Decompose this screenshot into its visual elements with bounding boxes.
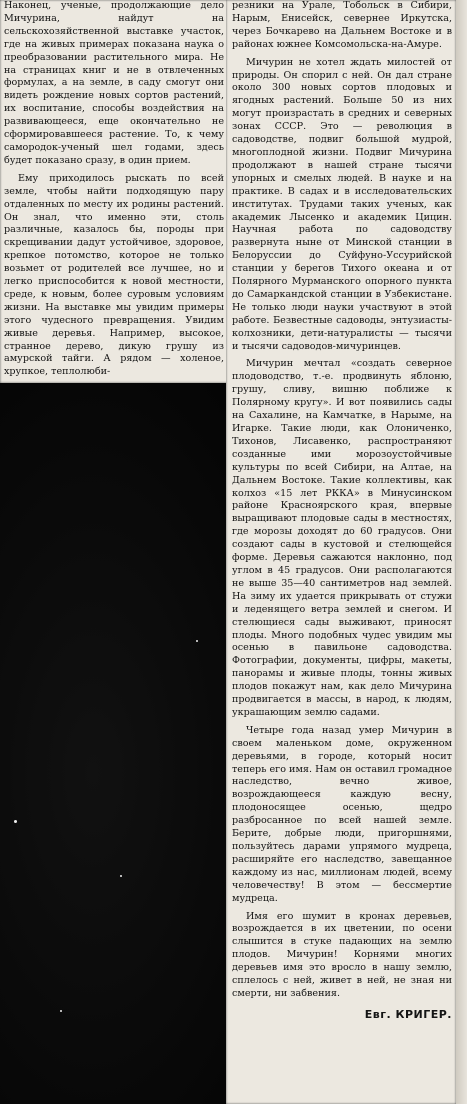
paragraph: Четыре года назад умер Мичурин в своем маленьком доме, окруженном деревьями, в городе, который носит теперь его имя. Нам он оставил громадное наследство, вечно живое, возрождающееся каждую весну, плодоносящее осенью, щедро разбросанное по всей нашей земле. Берите, добрые люди, пригоршнями, пользуйтесь дарами упрямого мудреца, расширяйте его наследство, завещанное каждому из нас, миллионам людей, всему человечеству! В этом — бессмертие мудреца.	[232, 724, 452, 904]
paragraph: Имя его шумит в кронах деревьев, возрождается в их цветении, по осени слышится в стуке падающих на землю плодов. Мичурин! Корнями многих деревьев имя это вросло в нашу землю, сплелось с ней, живет в ней, не зная ни смерти, ни забвения.	[232, 910, 452, 999]
scan-dust-speck	[60, 1010, 62, 1012]
author-byline: Евг. КРИГЕР.	[364, 1007, 452, 1021]
paragraph: резники на Урале, Тобольск в Сибири, Нарым, Енисейск, севернее Иркутска, через Бочкарево на Дальнем Востоке и в районах южнее Комсомольска-на-Амуре.	[232, 0, 452, 50]
clipping-left-column	[0, 0, 230, 383]
paragraph: Мичурин не хотел ждать милостей от природы. Он спорил с ней. Он дал стране около 300 новых сортов плодовых и ягодных растений. Больше 50 из них могут произрастать в средних и северных зонах СССР. Это — революция в садоводстве, подвиг большой мудрой, многоплодной жизни. Подвиг Мичурина продолжают в нашей стране тысячи упорных и смелых людей. В науке и на практике. В садах и в исследовательских институтах. Трудами таких ученых, как академик Лысенко и академик Цицин. Научная работа по садоводству развернута ныне от Минской станции в Белоруссии до Суйфуно-Уссурийской станции у берегов Тихого океана и от Полярного Мурманского опорного пункта до Самаркандской станции в Узбекистане. Не только люди науки участвуют в этой работе. Безвестные садоводы, энтузиасты-колхозники, дети-натуралисты — тысячи и тысячи садоводов-мичуринцев.	[232, 56, 452, 352]
scan-dust-speck	[120, 875, 122, 877]
paragraph: Наконец, ученые, продолжающие дело Мичурина, найдут на сельскохозяйственной выставке участок, где на живых примерах показана наука о преобразовании растительного мира. Не на страницах книг и не в отвлеченных формулах, а на земле, в саду смогут они видеть рождение новых сортов растений, их воспитание, способы воздействия на развивающееся, еще окончательно не сформировавшееся растение. То, к чему самородок-ученый шел годами, здесь будет показано сразу, в один прием.	[4, 0, 224, 166]
paragraph: Мичурин мечтал «создать северное плодоводство, т.-е. продвинуть яблоню, грушу, сливу, вишню поближе к Полярному кругу». И вот появились сады на Сахалине, на Камчатке, в Нарыме, на Игарке. Такие люди, как Олониченко, Тихонов, Лисавенко, распространяют созданные ими морозоустойчивые культуры по всей Сибири, на Алтае, на Дальнем Востоке. Такие коллективы, как колхоз «15 лет РККА» в Минусинском районе Красноярского края, впервые выращивают плодовые сады в местностях, где морозы доходят до 60 градусов. Они создают сады в кустовой и стелющейся форме. Деревья сажаются наклонно, под углом в 45 градусов. Они располагаются не выше 35—40 сантиметров над землей. На зиму их удается прикрывать от стужи и леденящего ветра землей и снегом. И стелющиеся сады выживают, приносят плоды. Много подобных чудес увидим мы осенью в павильоне садоводства. Фотографии, документы, цифры, макеты, панорамы и живые плоды, тонны живых плодов покажут нам, как дело Мичурина продвигается в массы, в народ, к людям, украшающим землю садами.	[232, 358, 452, 718]
left-column-text	[4, 0, 224, 383]
scan-dust-speck	[196, 640, 198, 642]
clipping-right-column	[226, 0, 456, 1104]
paragraph: Ему приходилось рыскать по всей земле, чтобы найти подходящую пару отдаленных по месту их родины растений. Он знал, что именно эти, столь различные, казалось бы, породы при скрещивании дадут устойчивое, здоровое, крепкое потомство, которое не только возьмет от родителей все лучшее, но и легко приспособится к новой местности, среде, к новым, более суровым условиям жизни. На выставке мы увидим примеры этого чудесного превращения. Увидим живые деревья. Например, высокое, странное дерево, дикую грушу из амурской тайги. А рядом — холеное, хрупкое, теплолюби-	[4, 172, 224, 378]
right-column-text	[232, 0, 452, 1100]
scan-dust-speck	[14, 820, 17, 823]
paper-edge-strip	[456, 0, 467, 1104]
